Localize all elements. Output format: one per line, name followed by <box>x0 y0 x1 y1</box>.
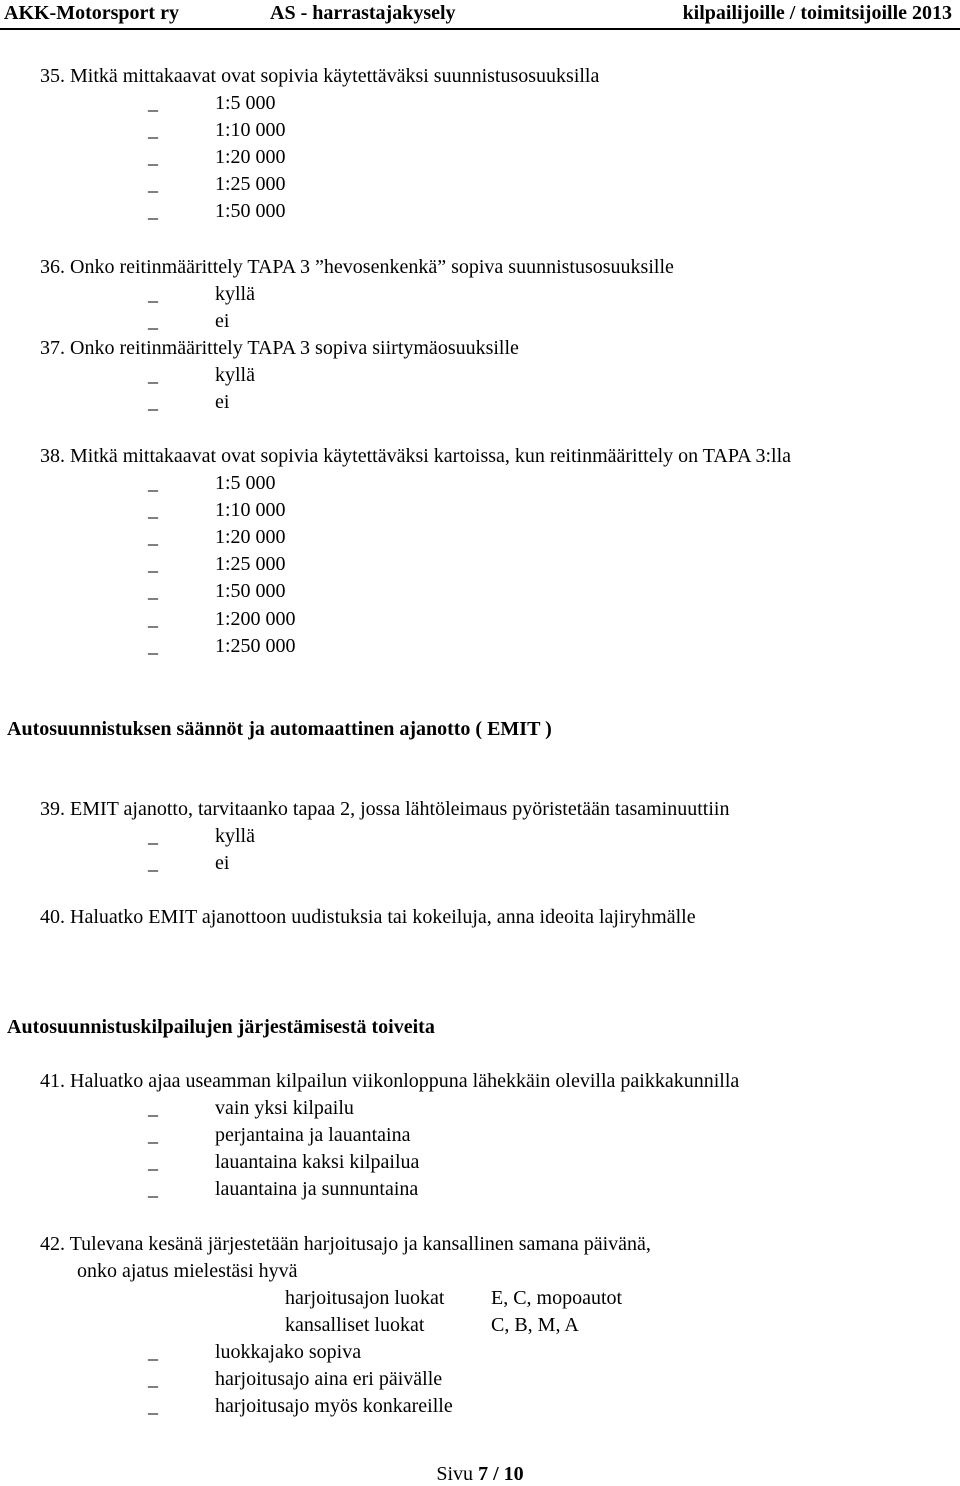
class-info-label: kansalliset luokat <box>285 1314 425 1336</box>
footer-prefix: Sivu <box>436 1463 479 1485</box>
checkbox-mark: _ <box>148 1151 158 1173</box>
option-label: ei <box>215 391 230 413</box>
option-q41-3[interactable] <box>148 1150 419 1174</box>
option-label: 1:50 000 <box>215 580 286 602</box>
page-number: 7 / 10 <box>478 1463 524 1485</box>
option-label: vain yksi kilpailu <box>215 1097 354 1119</box>
option-label: 1:10 000 <box>215 499 286 521</box>
option-q37-2[interactable] <box>148 390 229 414</box>
checkbox-mark: _ <box>148 1124 158 1146</box>
section-heading-emit: Autosuunnistuksen säännöt ja automaattinen ajanotto ( EMIT ) <box>7 718 552 740</box>
checkbox-mark: _ <box>148 1178 158 1200</box>
question-41: 41. Haluatko ajaa useamman kilpailun viikonloppuna lähekkäin olevilla paikkakunnilla <box>40 1070 740 1092</box>
checkbox-mark: _ <box>148 200 158 222</box>
option-label: 1:250 000 <box>215 635 296 657</box>
page-header <box>0 0 960 28</box>
checkbox-mark: _ <box>148 526 158 548</box>
option-q36-2[interactable] <box>148 309 229 333</box>
checkbox-mark: _ <box>148 1368 158 1390</box>
option-label: ei <box>215 310 230 332</box>
option-label: ei <box>215 852 230 874</box>
option-label: kyllä <box>215 825 255 847</box>
header-audience: kilpailijoille / toimitsijoille 2013 <box>682 2 952 24</box>
option-label: lauantaina kaksi kilpailua <box>215 1151 420 1173</box>
class-info-value: C, B, M, A <box>491 1314 579 1336</box>
option-label: 1:5 000 <box>215 472 276 494</box>
checkbox-mark: _ <box>148 472 158 494</box>
checkbox-mark: _ <box>148 1097 158 1119</box>
header-survey-title: AS - harrastajakysely <box>270 2 456 24</box>
option-q41-2[interactable] <box>148 1123 410 1147</box>
header-organization: AKK-Motorsport ry <box>4 2 179 24</box>
option-q38-6[interactable] <box>148 607 296 631</box>
checkbox-mark: _ <box>148 92 158 114</box>
option-label: harjoitusajo myös konkareille <box>215 1395 453 1417</box>
checkbox-mark: _ <box>148 283 158 305</box>
option-q39-1[interactable] <box>148 824 255 848</box>
checkbox-mark: _ <box>148 852 158 874</box>
question-38: 38. Mitkä mittakaavat ovat sopivia käytettäväksi kartoissa, kun reitinmäärittely on TAPA 3:lla <box>40 445 792 467</box>
class-info-label: harjoitusajon luokat <box>285 1287 445 1309</box>
option-q35-4[interactable] <box>148 172 286 196</box>
option-label: harjoitusajo aina eri päivälle <box>215 1368 443 1390</box>
option-q39-2[interactable] <box>148 851 229 875</box>
checkbox-mark: _ <box>148 1341 158 1363</box>
checkbox-mark: _ <box>148 499 158 521</box>
option-q38-4[interactable] <box>148 552 286 576</box>
option-label: kyllä <box>215 364 255 386</box>
option-label: 1:25 000 <box>215 553 286 575</box>
option-q35-3[interactable] <box>148 145 286 169</box>
checkbox-mark: _ <box>148 825 158 847</box>
question-37: 37. Onko reitinmäärittely TAPA 3 sopiva siirtymäosuuksille <box>40 337 519 359</box>
option-label: 1:20 000 <box>215 526 286 548</box>
option-label: 1:200 000 <box>215 608 296 630</box>
page-footer <box>0 1462 960 1486</box>
question-40: 40. Haluatko EMIT ajanottoon uudistuksia tai kokeiluja, anna ideoita lajiryhmälle <box>40 906 696 928</box>
checkbox-mark: _ <box>148 173 158 195</box>
option-q38-5[interactable] <box>148 579 286 603</box>
question-42: 42. Tulevana kesänä järjestetään harjoitusajo ja kansallinen samana päivänä, <box>40 1233 651 1255</box>
checkbox-mark: _ <box>148 146 158 168</box>
question-39: 39. EMIT ajanotto, tarvitaanko tapaa 2, jossa lähtöleimaus pyöristetään tasaminuuttiin <box>40 798 730 820</box>
option-q35-1[interactable] <box>148 91 276 115</box>
checkbox-mark: _ <box>148 310 158 332</box>
class-info-national <box>285 1313 579 1337</box>
option-q35-5[interactable] <box>148 199 286 223</box>
checkbox-mark: _ <box>148 635 158 657</box>
option-q38-1[interactable] <box>148 471 276 495</box>
checkbox-mark: _ <box>148 580 158 602</box>
checkbox-mark: _ <box>148 608 158 630</box>
question-42-continued: onko ajatus mielestäsi hyvä <box>77 1260 298 1282</box>
option-q38-3[interactable] <box>148 525 286 549</box>
class-info-value: E, C, mopoautot <box>491 1287 623 1309</box>
checkbox-mark: _ <box>148 119 158 141</box>
option-label: perjantaina ja lauantaina <box>215 1124 411 1146</box>
checkbox-mark: _ <box>148 364 158 386</box>
option-q38-7[interactable] <box>148 634 296 658</box>
option-q41-4[interactable] <box>148 1177 418 1201</box>
class-info-practice <box>285 1286 622 1310</box>
header-rule <box>0 28 960 30</box>
option-label: 1:5 000 <box>215 92 276 114</box>
checkbox-mark: _ <box>148 391 158 413</box>
option-q42-3[interactable] <box>148 1394 453 1418</box>
checkbox-mark: _ <box>148 553 158 575</box>
option-label: 1:25 000 <box>215 173 286 195</box>
option-label: luokkajako sopiva <box>215 1341 362 1363</box>
option-label: lauantaina ja sunnuntaina <box>215 1178 419 1200</box>
option-label: 1:20 000 <box>215 146 286 168</box>
option-q38-2[interactable] <box>148 498 286 522</box>
option-q42-2[interactable] <box>148 1367 442 1391</box>
option-label: 1:50 000 <box>215 200 286 222</box>
option-q42-1[interactable] <box>148 1340 361 1364</box>
section-heading-organizing: Autosuunnistuskilpailujen järjestämisestä toiveita <box>7 1016 435 1038</box>
question-35: 35. Mitkä mittakaavat ovat sopivia käytettäväksi suunnistusosuuksilla <box>40 65 600 87</box>
option-q35-2[interactable] <box>148 118 286 142</box>
question-36: 36. Onko reitinmäärittely TAPA 3 ”hevosenkenkä” sopiva suunnistusosuuksille <box>40 256 674 278</box>
option-q41-1[interactable] <box>148 1096 354 1120</box>
option-q37-1[interactable] <box>148 363 255 387</box>
option-label: 1:10 000 <box>215 119 286 141</box>
option-q36-1[interactable] <box>148 282 255 306</box>
checkbox-mark: _ <box>148 1395 158 1417</box>
option-label: kyllä <box>215 283 255 305</box>
